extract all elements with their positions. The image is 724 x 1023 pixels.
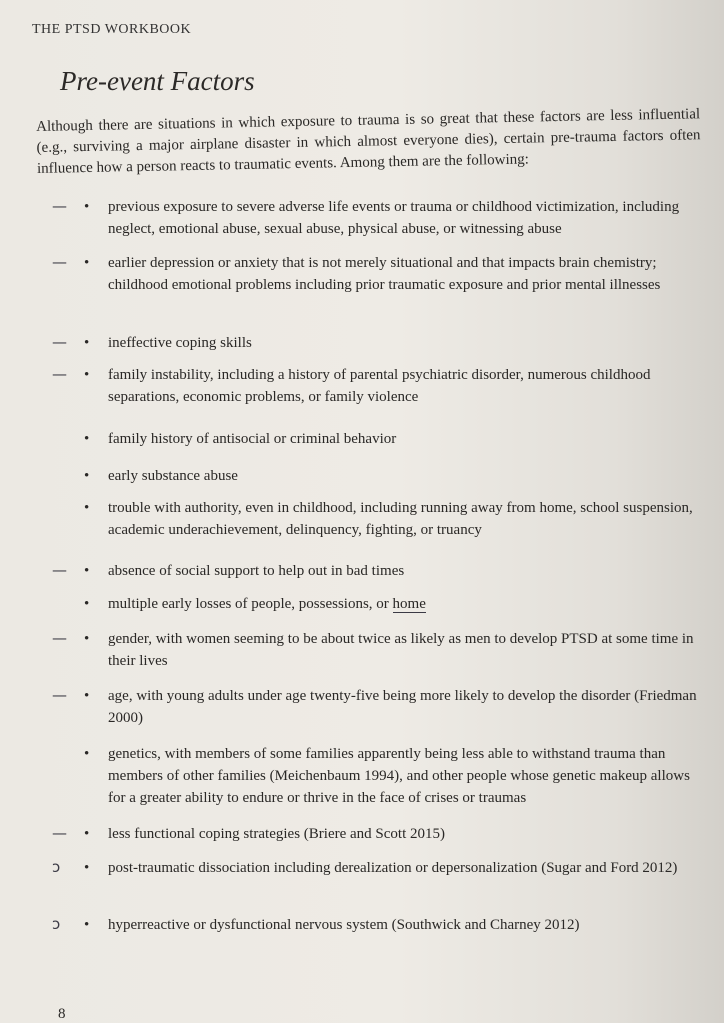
- list-item: [52, 823, 700, 845]
- list-item: [52, 196, 700, 240]
- list-item: [52, 857, 700, 879]
- section-title: Pre-event Factors: [60, 66, 255, 96]
- page-number: 8: [58, 1006, 66, 1022]
- pen-mark: —: [52, 824, 67, 842]
- list-item-text: gender, with women seeming to be about twice as likely as men to develop PTSD at some time in their lives: [108, 631, 694, 669]
- list-item: [52, 364, 700, 408]
- bullet: •: [84, 500, 90, 516]
- list-item-text: earlier depression or anxiety that is not merely situational and that impacts brain chemistry; childhood emotional problems including prior traumatic exposure and prior mental illnesses: [108, 255, 661, 293]
- list-item: [52, 560, 700, 582]
- list-item: [52, 252, 700, 296]
- list-item-text: trouble with authority, even in childhood, including running away from home, school suspension, academic underachievement, delinquency, fighting, or truancy: [108, 500, 693, 538]
- list-item-text: genetics, with members of some families apparently being less able to withstand trauma than members of other families (Meichenbaum 1994), and other people whose genetic makeup allows for a greater ability to endure or thrive in the face of crises or traumas: [108, 746, 690, 806]
- list-item: [84, 465, 700, 487]
- pen-mark: —: [52, 365, 67, 383]
- bullet: •: [84, 199, 90, 215]
- list-item-text: hyperreactive or dysfunctional nervous system (Southwick and Charney 2012): [108, 917, 580, 933]
- bullet: •: [84, 746, 90, 762]
- list-item: [84, 497, 700, 541]
- list-item-text: absence of social support to help out in bad times: [108, 563, 405, 579]
- list-item: [52, 914, 700, 936]
- pen-mark: —: [52, 253, 67, 271]
- pen-mark: —: [52, 629, 67, 647]
- bullet: •: [84, 431, 90, 447]
- pen-mark: —: [52, 197, 67, 215]
- bullet: •: [84, 631, 90, 647]
- bullet: •: [84, 255, 90, 271]
- list-item: [52, 332, 700, 354]
- bullet: •: [84, 860, 90, 876]
- list-item-text: multiple early losses of people, possessions, or: [108, 596, 393, 612]
- bullet: •: [84, 688, 90, 704]
- list-item-text: family instability, including a history of parental psychiatric disorder, numerous childhood separations, economic problems, or family violence: [108, 367, 651, 405]
- underlined-word: home: [392, 596, 426, 612]
- bullet: •: [84, 367, 90, 383]
- list-item: [52, 628, 700, 672]
- bullet: •: [84, 563, 90, 579]
- list-item: [84, 428, 700, 450]
- pen-mark: —: [52, 333, 67, 351]
- pen-mark: ↄ: [52, 915, 61, 933]
- running-head: THE PTSD WORKBOOK: [32, 22, 192, 37]
- pen-mark: ↄ: [52, 858, 61, 876]
- list-item-text: family history of antisocial or criminal behavior: [108, 431, 397, 447]
- intro-paragraph: Although there are situations in which exposure to trauma is so great that these factors are less influential (e.g., surviving a major airplane disaster in which almost everyone dies), certain pre-trauma factors often influence how a person reacts to traumatic events. Among them are the following:: [36, 106, 701, 177]
- bullet: •: [84, 826, 90, 842]
- bullet: •: [84, 917, 90, 933]
- list-item: [52, 685, 700, 729]
- list-item-text: previous exposure to severe adverse life events or trauma or childhood victimization, including neglect, emotional abuse, sexual abuse, physical abuse, or witnessing abuse: [108, 199, 680, 237]
- bullet: •: [84, 468, 90, 484]
- bullet: •: [84, 335, 90, 351]
- list-item-text: post-traumatic dissociation including derealization or depersonalization (Sugar and Ford 2012): [108, 860, 678, 876]
- bullet: •: [84, 596, 90, 612]
- list-item-text: age, with young adults under age twenty-five being more likely to develop the disorder (Friedman 2000): [108, 688, 697, 726]
- list-item-text: early substance abuse: [108, 468, 238, 484]
- list-item: [84, 743, 700, 809]
- list-item-text: ineffective coping skills: [108, 335, 252, 351]
- list-item: [84, 593, 700, 615]
- pen-mark: —: [52, 686, 67, 704]
- list-item-text: less functional coping strategies (Briere and Scott 2015): [108, 826, 445, 842]
- pen-mark: —: [52, 561, 67, 579]
